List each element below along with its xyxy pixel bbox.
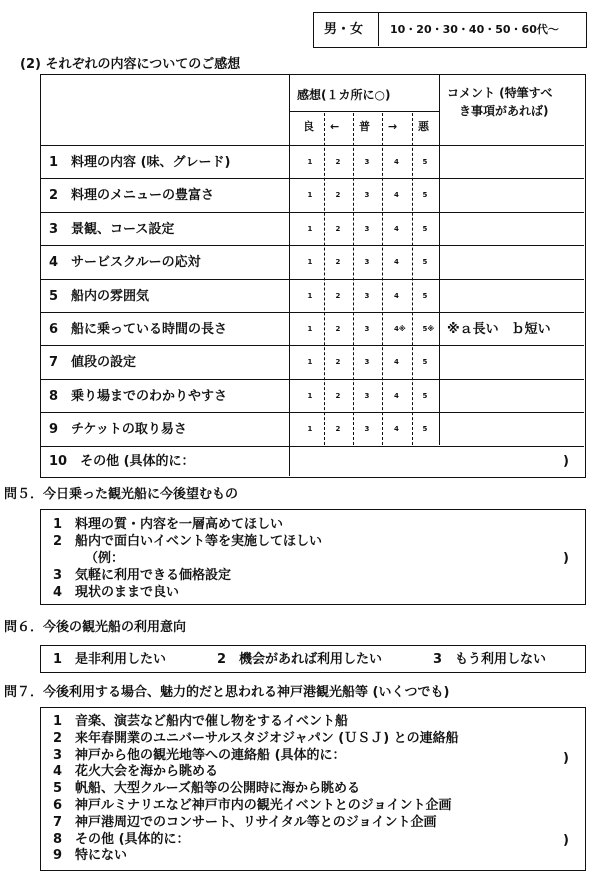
rating-option[interactable]: 1 (307, 258, 313, 267)
rating-row-comment-field[interactable] (441, 145, 581, 178)
age-group-options[interactable]: 10・20・30・40・50・60代～ (390, 23, 559, 36)
rating-row-label: 3 景観、コース設定 (49, 221, 175, 237)
rating-option[interactable]: 3 (364, 425, 370, 434)
rating-option[interactable]: 5※ (422, 325, 435, 333)
rating-option[interactable]: 1 (307, 191, 313, 200)
rating-option[interactable]: 2 (335, 325, 341, 333)
scale-label: → (388, 120, 398, 133)
rating-row-label: 5 船内の雰囲気 (49, 288, 150, 304)
q7-options-box (40, 707, 586, 871)
q5-option[interactable]: 1 料理の質・内容を一層高めてほしい (53, 517, 284, 532)
rating-option[interactable]: 5 (422, 425, 428, 434)
q6-option-3[interactable]: 3 もう利用しない (433, 652, 547, 667)
rating-option[interactable]: 3 (364, 224, 370, 233)
rating-option[interactable]: 1 (307, 391, 313, 400)
rating-row-comment-field[interactable] (441, 412, 581, 445)
rating-option[interactable]: 4 (394, 224, 399, 233)
comment-header-line2: き事項があれば) (459, 104, 549, 118)
comment-column-divider (439, 75, 440, 445)
scale-label: 良 (303, 120, 314, 133)
rating-row-label: 1 料理の内容 (味、グレード) (49, 155, 231, 170)
other-close-paren: ) (563, 454, 569, 469)
rating-option[interactable]: 5 (422, 224, 428, 233)
rating-row-label: 6 船に乗っている時間の長さ (49, 322, 228, 337)
comment-header-line1: コメント (特筆すべ (447, 86, 553, 100)
rating-option[interactable]: 4 (394, 158, 399, 166)
q6-title: 問６．今後の観光船の利用意向 (4, 620, 187, 635)
rating-option[interactable]: 2 (335, 391, 341, 400)
rating-option[interactable]: 2 (335, 358, 341, 367)
rating-option[interactable]: 4 (394, 391, 399, 400)
gender-options[interactable]: 男・女 (324, 22, 364, 37)
q7-option[interactable]: 8 その他 (具体的に： (53, 831, 190, 847)
row-separator (41, 312, 584, 313)
rating-row-label: 2 料理のメニューの豊富さ (49, 188, 215, 204)
scale-label: ← (330, 120, 340, 133)
rating-option[interactable]: 2 (335, 425, 341, 434)
rating-header-underline (289, 111, 439, 112)
rating-option[interactable]: 3 (364, 258, 370, 267)
rating-table (40, 74, 586, 478)
rating-option[interactable]: 5 (422, 158, 428, 166)
q5-options-box (40, 509, 586, 605)
rating-option[interactable]: 1 (307, 158, 313, 166)
rating-row-comment-field[interactable] (441, 379, 581, 412)
rating-row-label: 8 乗り場までのわかりやすさ (49, 388, 228, 404)
rating-option[interactable]: 5 (422, 291, 428, 300)
respondent-profile-box (313, 12, 587, 48)
rating-row-label: 4 サービスクルーの応対 (49, 255, 201, 271)
q7-option[interactable]: 2 来年春開業のユニバーサルスタジオジャパン (ＵＳＪ) との連絡船 (53, 730, 459, 746)
rating-option[interactable]: 4 (394, 191, 399, 200)
q5-close-paren: ) (563, 551, 569, 566)
q6-options-box (40, 645, 586, 673)
rating-option[interactable]: 4※ (394, 325, 406, 333)
scale-label: 悪 (418, 120, 429, 133)
q7-option[interactable]: 6 神戸ルミナリエなど神戸市内の観光イベントとのジョイント企画 (53, 798, 452, 813)
rating-option[interactable]: 3 (364, 291, 370, 300)
rating-row-label: 9 チケットの取り易さ (49, 422, 187, 438)
q5-example-field[interactable]: （例： (85, 551, 125, 566)
q7-title: 問７．今後利用する場合、魅力的だと思われる神戸港観光船等 (いくつでも) (4, 685, 450, 700)
q7-option[interactable]: 5 帆船、大型クルーズ船等の公開時に海から眺める (53, 781, 361, 797)
rating-option[interactable]: 4 (394, 291, 399, 300)
rating-option[interactable]: 2 (335, 224, 341, 233)
q7-option[interactable]: 4 花火大会を海から眺める (53, 764, 219, 780)
q7-option[interactable]: 3 神戸から他の観光地等への連絡船 (具体的に： (53, 747, 346, 763)
rating-option[interactable]: 2 (335, 158, 341, 166)
rating-row-comment: ※ａ長い ｂ短い (447, 322, 551, 337)
rating-option[interactable]: 2 (335, 291, 341, 300)
section2-title: (2) それぞれの内容についてのご感想 (20, 57, 241, 72)
q5-title: 問５．今日乗った観光船に今後望むもの (4, 487, 239, 502)
q6-option-1[interactable]: 1 是非利用したい (53, 652, 167, 667)
rating-option[interactable]: 5 (422, 358, 428, 367)
rating-option[interactable]: 5 (422, 391, 428, 400)
rating-row-comment-field[interactable] (441, 279, 581, 312)
q7-option[interactable]: 9 特にない (53, 848, 128, 864)
rating-row-comment-field[interactable] (441, 178, 581, 211)
q5-option[interactable]: 2 船内で面白いイベント等を実施してほしい (53, 534, 323, 549)
rating-row-label: 7 値段の設定 (49, 355, 137, 371)
q7-option8-close-paren: ) (563, 833, 569, 848)
rating-option[interactable]: 1 (307, 291, 313, 300)
label-column-divider (289, 75, 290, 476)
profile-divider (378, 13, 379, 46)
rating-option[interactable]: 3 (364, 391, 370, 400)
rating-option[interactable]: 2 (335, 258, 341, 267)
rating-option[interactable]: 4 (394, 258, 399, 267)
q6-option-2[interactable]: 2 機会があれば利用したい (217, 652, 383, 667)
q5-option[interactable]: 4 現状のままで良い (53, 585, 180, 600)
rating-option[interactable]: 5 (422, 191, 428, 200)
q5-option[interactable]: 3 気軽に利用できる価格設定 (53, 568, 232, 583)
rating-option[interactable]: 3 (364, 325, 370, 333)
q7-option[interactable]: 1 音楽、演芸など船内で催し物をするイベント船 (53, 714, 349, 729)
scale-label: 普 (359, 120, 370, 133)
rating-option[interactable]: 5 (422, 258, 428, 267)
rating-row-comment-field[interactable] (441, 345, 581, 378)
rating-row-comment-field[interactable] (441, 245, 581, 278)
rating-header: 感想(１カ所に○) (297, 88, 391, 102)
rating-option[interactable]: 1 (307, 224, 313, 233)
rating-option[interactable]: 3 (364, 158, 370, 166)
other-input-area[interactable] (191, 447, 551, 473)
rating-option[interactable]: 3 (364, 358, 370, 367)
other-label: 10 その他 (具体的に： (49, 454, 195, 469)
rating-option[interactable]: 4 (394, 425, 399, 434)
q7-option[interactable]: 7 神戸港周辺でのコンサート、リサイタル等とのジョイント企画 (53, 814, 437, 830)
rating-option[interactable]: 1 (307, 325, 313, 333)
q7-option3-close-paren: ) (563, 751, 569, 766)
rating-option[interactable]: 3 (364, 191, 370, 200)
rating-option[interactable]: 4 (394, 358, 399, 367)
rating-option[interactable]: 2 (335, 191, 341, 200)
rating-row-comment-field[interactable] (441, 212, 581, 245)
rating-option[interactable]: 1 (307, 425, 313, 434)
rating-option[interactable]: 1 (307, 358, 313, 367)
